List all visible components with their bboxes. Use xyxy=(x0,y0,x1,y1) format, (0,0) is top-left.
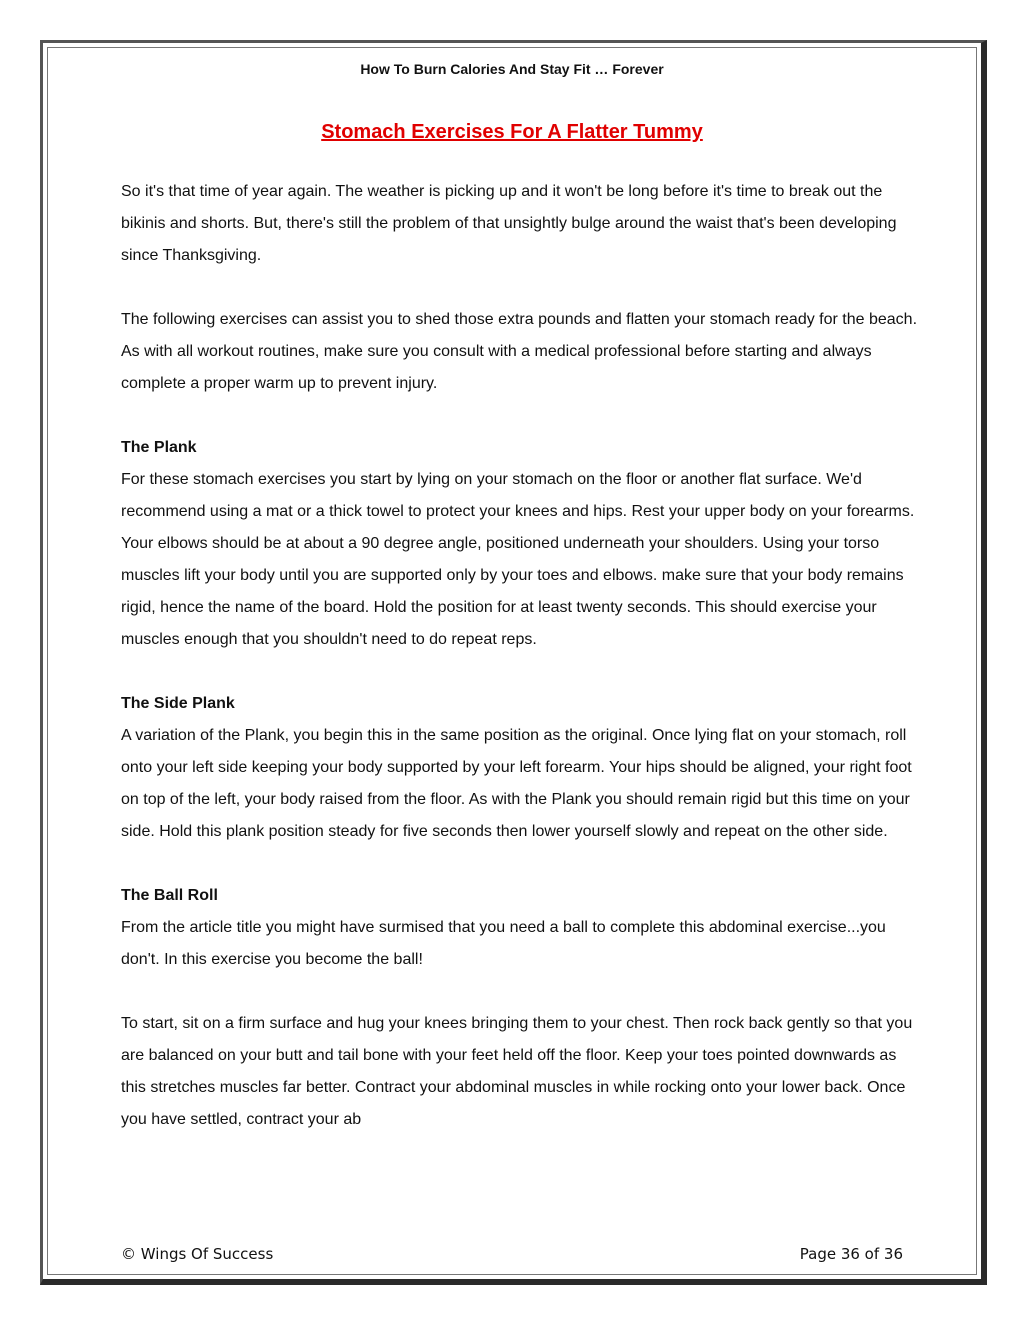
section-heading-side-plank: The Side Plank xyxy=(121,695,235,712)
section-heading-plank: The Plank xyxy=(121,439,197,456)
page-title: Stomach Exercises For A Flatter Tummy xyxy=(321,121,703,143)
section-paragraph: A variation of the Plank, you begin this in the same position as the original. Once lying flat on your stomach, roll onto your left side keeping your body supported by your left forearm. Your hips should be aligned, your right foot on top of the left, your body raised from the floor. As with the Plank you should remain rigid but this time on your side. Hold this plank position steady for five seconds then lower yourself slowly and repeat on the other side. xyxy=(121,727,912,840)
running-header: How To Burn Calories And Stay Fit … Forever xyxy=(360,61,664,77)
section-paragraph: To start, sit on a firm surface and hug your knees bringing them to your chest. Then rock back gently so that you are balanced on your butt and tail bone with your feet held off the floor. Keep your toes pointed downwards as this stretches muscles far better. Contract your abdominal muscles in while rocking onto your lower back. Once you have settled, contract your ab xyxy=(121,1015,913,1128)
page-footer xyxy=(121,1245,903,1263)
article-body xyxy=(121,176,921,1168)
footer-copyright: © Wings Of Success xyxy=(121,1245,274,1263)
intro-paragraph: The following exercises can assist you to shed those extra pounds and flatten your stomach ready for the beach. As with all workout routines, make sure you consult with a medical professional before starting and always complete a proper warm up to prevent injury. xyxy=(121,311,918,392)
section-heading-ball-roll: The Ball Roll xyxy=(121,887,218,904)
footer-page-number: Page 36 of 36 xyxy=(799,1245,903,1263)
intro-paragraph: So it's that time of year again. The weather is picking up and it won't be long before it's time to break out the bikinis and shorts. But, there's still the problem of that unsightly bulge around the waist that's been developing since Thanksgiving. xyxy=(121,183,897,264)
section-paragraph: For these stomach exercises you start by lying on your stomach on the floor or another flat surface. We'd recommend using a mat or a thick towel to protect your knees and hips. Rest your upper body on your forearms. Your elbows should be at about a 90 degree angle, positioned underneath your shoulders. Using your torso muscles lift your body until you are supported only by your toes and elbows. make sure that your body remains rigid, hence the name of the board. Hold the position for at least twenty seconds. This should exercise your muscles enough that you shouldn't need to do repeat reps. xyxy=(121,471,915,648)
section-paragraph: From the article title you might have surmised that you need a ball to complete this abdominal exercise...you don't. In this exercise you become the ball! xyxy=(121,919,886,968)
